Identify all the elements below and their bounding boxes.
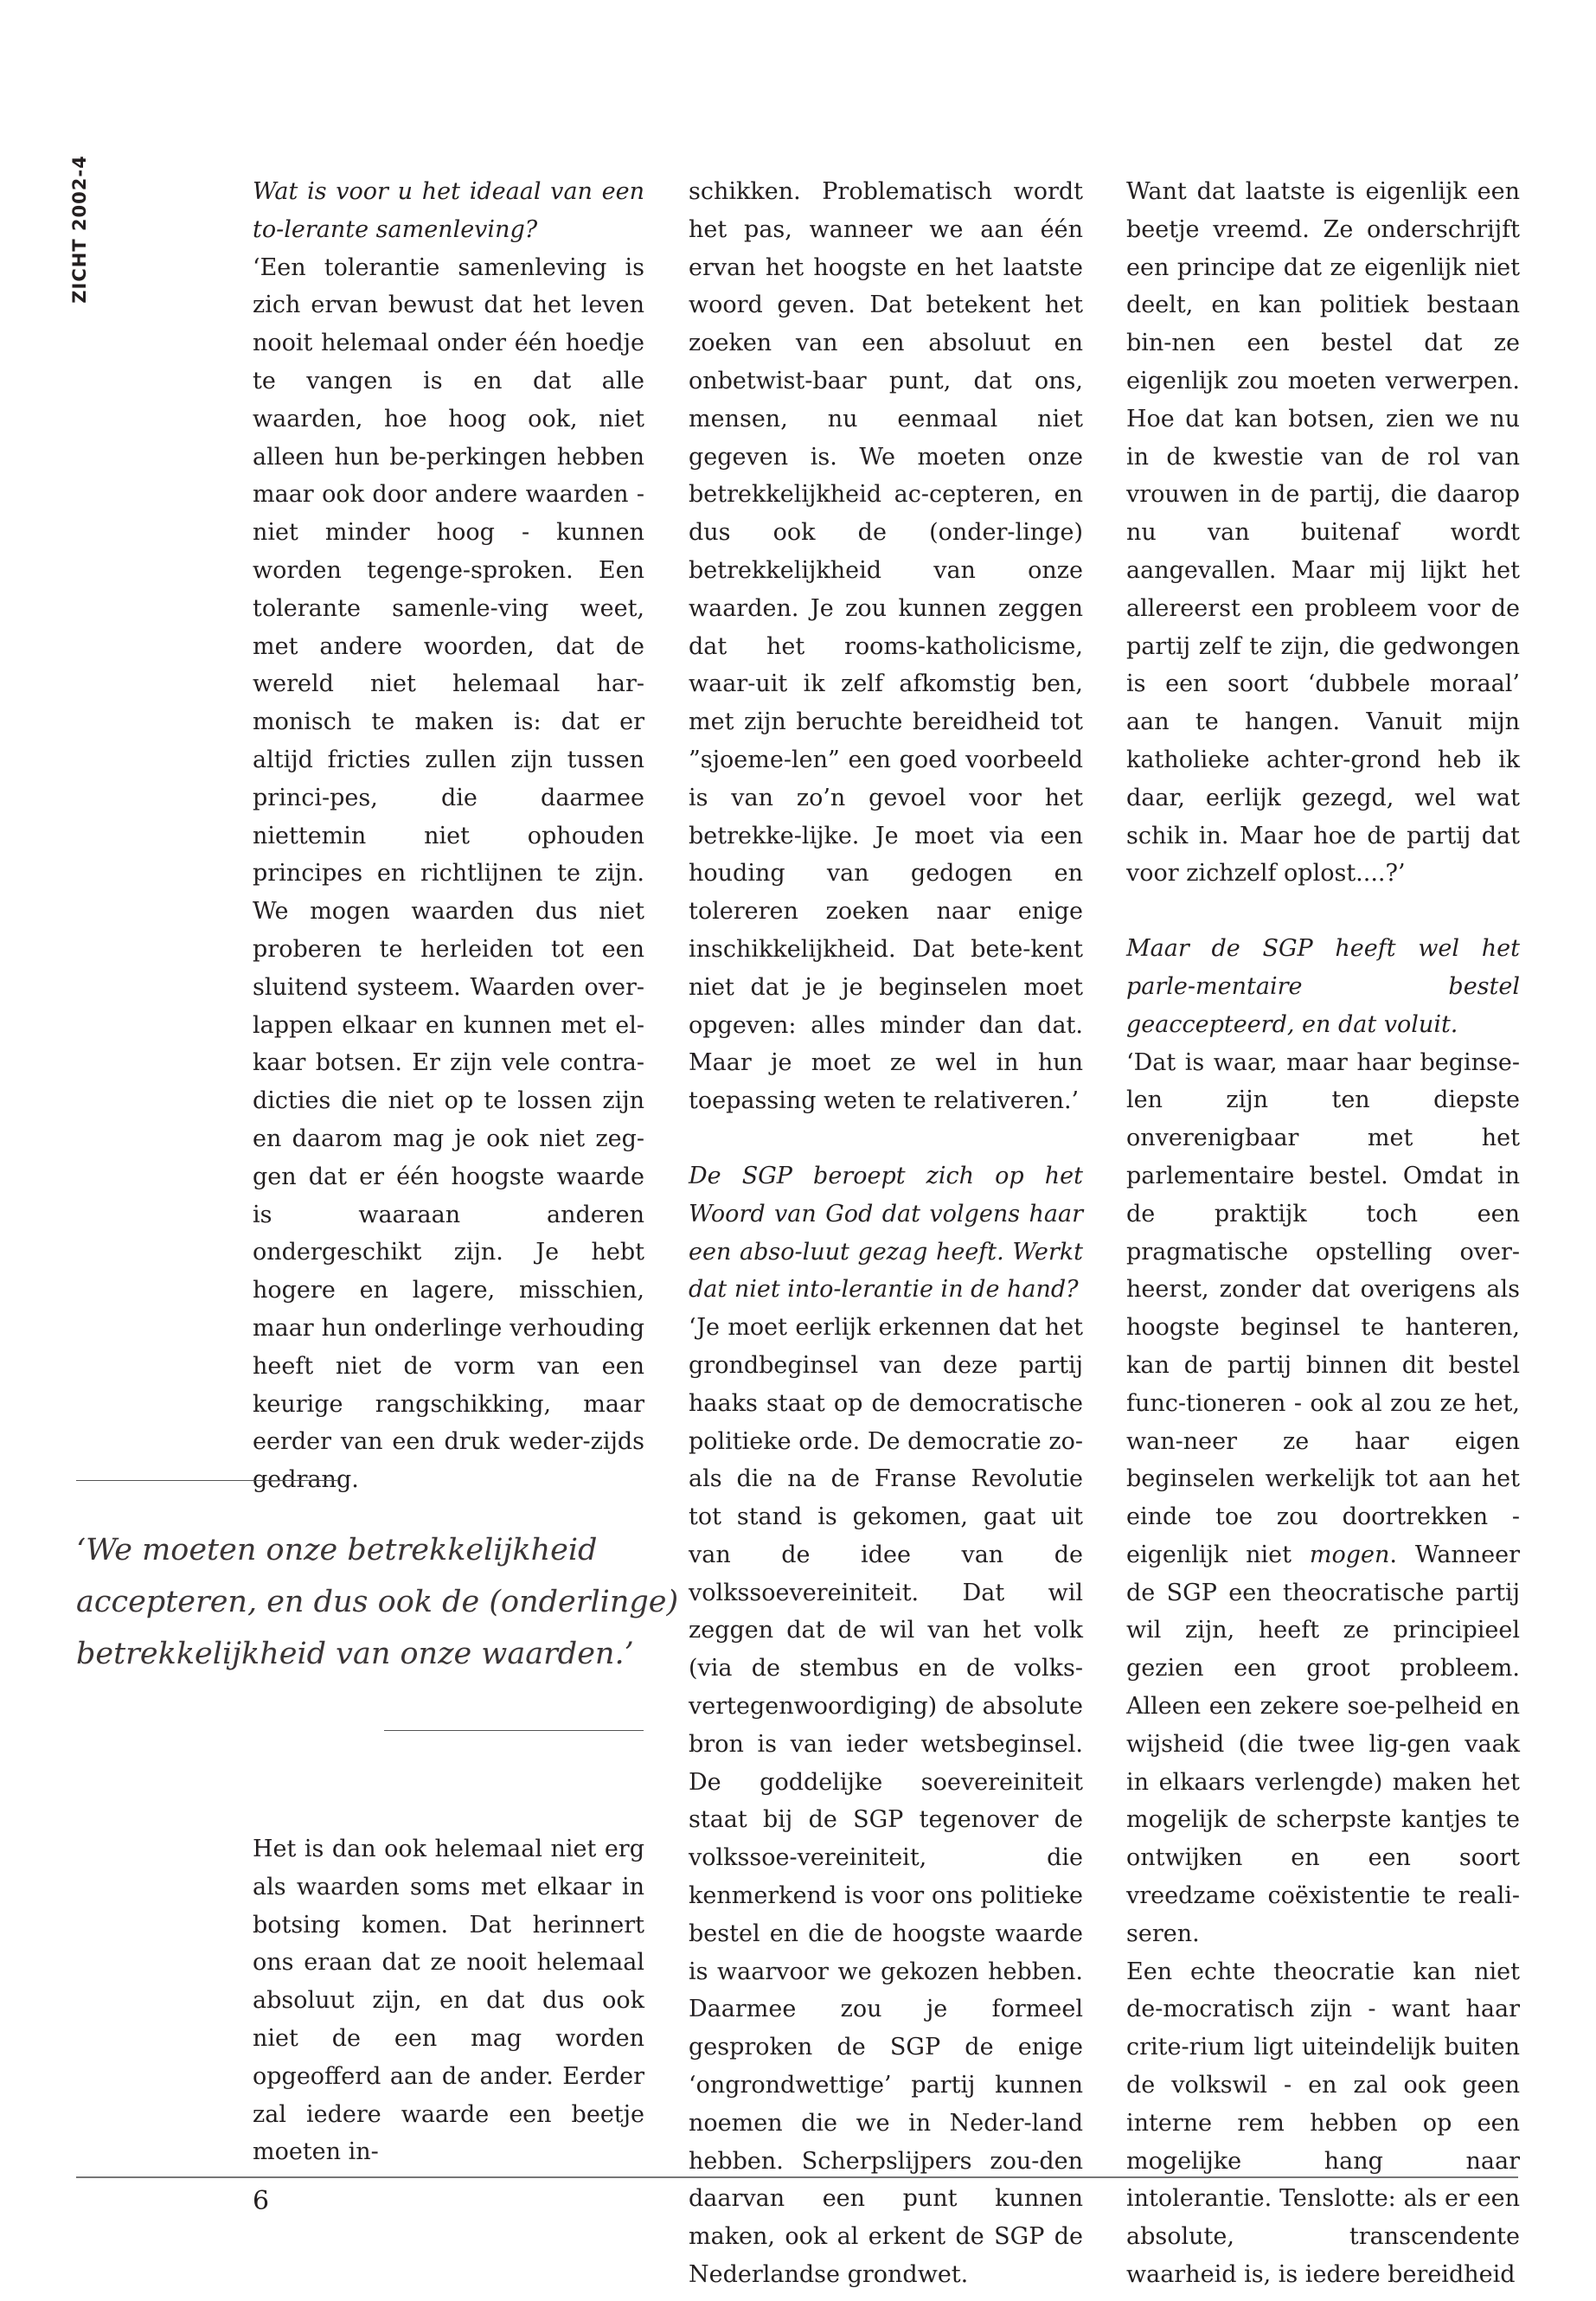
interview-answer-2: ‘Je moet eerlijk erkennen dat het grondbeginsel van deze partij haaks staat op de democratische politieke orde. De democratie zo-als die na de Franse Revolutie tot stand is gekomen, gaat uit van de idee van de volkssoevereiniteit. Dat wil zeggen dat de wil van het volk (via de stembus en de volks-vertegenwoordiging) de absolute bron is van ieder wetsbeginsel. De goddelijke soevereiniteit staat bij de SGP tegenover de volkssoe-vereiniteit, die kenmerkend is voor ons politieke bestel en die de hoogste waarde is waarvoor we gekozen hebben. Daarmee zou je formeel gesproken de SGP de enige ‘ongrondwettige’ partij kunnen noemen die we in Neder-land hebben. Scherpslijpers zou-den daarvan een punt kunnen maken, ook al erkent de SGP de Nederlandse grondwet. [689,1314,1083,2289]
interview-question-2: De SGP beroept zich op het Woord van God dat volgens haar een abso-luut gezag heeft. Werkt dat niet into-lerantie in de hand? [689,1162,1083,1304]
pull-quote [76,1524,679,1680]
pull-quote-rule-top [76,1480,337,1481]
paragraph: Een echte theocratie kan niet de-mocratisch zijn - want haar crite-rium ligt uiteindelijk buiten de volkswil - en zal ook geen interne rem hebben op een mogelijke hang naar intolerantie. Tenslotte: als er een absolute, transcendente waarheid is, is iedere bereidheid [1126,1958,1520,2289]
pull-quote-line: accepteren, en dus ook de (onderlinge) [76,1585,679,1619]
column-1-continuation [253,1830,644,2171]
footer-rule [76,2176,1518,2178]
emphasis-text: mogen [1309,1541,1390,1568]
paragraph: schikken. Problematisch wordt het pas, wanneer we aan één ervan het hoogste en het laatste woord geven. Dat betekent het zoeken van een absoluut en onbetwist-baar punt, dat ons, mensen, nu eenmaal niet gegeven is. We moeten onze betrekkelijkheid ac-cepteren, en dus ook de (onder-linge) betrekkelijkheid van onze waarden. Je zou kunnen zeggen dat het rooms-katholicisme, waar-uit ik zelf afkomstig ben, met zijn beruchte bereidheid tot ”sjoeme-len” een goed voorbeeld is van zo’n gevoel voor het betrekke-lijke. Je moet via een houding van gedogen en tolereren zoeken naar enige inschikkelijkheid. Dat bete-kent niet dat je je beginselen moet opgeven: alles minder dan dat. Maar je moet ze wel in hun toepassing weten te relativeren.’ [689,178,1083,1115]
column-3 [1126,173,1520,2294]
column-1 [253,173,644,1499]
pull-quote-line: betrekkelijkheid van onze waarden.’ [76,1637,634,1671]
column-2 [689,173,1083,2294]
paragraph: Het is dan ook helemaal niet erg als waarden soms met elkaar in botsing komen. Dat herinnert ons eraan dat ze nooit helemaal absoluut zijn, en dat dus ook niet de een mag worden opgeofferd aan de ander. Eerder zal iedere waarde een beetje moeten in- [253,1836,644,2166]
answer-text: . Wanneer de SGP een theocratische partij wil zijn, heeft ze principieel gezien een groot probleem. Alleen een zekere soe-pelheid en wijsheid (die twee lig-gen vaak in elkaars verlengde) maken het mogelijk de scherpste kantjes te ontwijken en een soort vreedzame coëxistentie te reali-seren. [1126,1541,1520,1947]
answer-text: ‘Dat is waar, maar haar beginse-len zijn ten diepste onverenigbaar met het parlementaire bestel. Omdat in de praktijk toch een pragmatische opstelling over-heerst, zonder dat overigens als hoogste beginsel te hanteren, kan de partij binnen dit bestel func-tioneren - ook al zou ze het, wan-neer ze haar eigen beginselen werkelijk tot aan het einde toe zou doortrekken - eigenlijk niet [1126,1048,1520,1568]
interview-answer-3 [1126,1044,1520,1953]
pull-quote-rule-bottom [384,1730,644,1731]
interview-question-3: Maar de SGP heeft wel het parle-mentaire bestel geaccepteerd, en dat voluit. [1126,935,1520,1038]
journal-label [62,156,97,303]
interview-answer-1: ‘Een tolerantie samenleving is zich ervan bewust dat het leven nooit helemaal onder één hoedje te vangen is en dat alle waarden, hoe hoog ook, niet alleen hun be-perkingen hebben maar ook door andere waarden - niet minder hoog - kunnen worden tegenge-sproken. Een tolerante samenle-ving weet, met andere woorden, dat de wereld niet helemaal har-monisch te maken is: dat er altijd fricties zullen zijn tussen princi-pes, die daarmee niettemin niet ophouden principes en richtlijnen te zijn. We mogen waarden dus niet proberen te herleiden tot een sluitend systeem. Waarden over-lappen elkaar en kunnen met el-kaar botsen. Er zijn vele contra-dicties die niet op te lossen zijn en daarom mag je ook niet zeg-gen dat er één hoogste waarde is waaraan anderen ondergeschikt zijn. Je hebt hogere en lagere, misschien, maar hun onderlinge verhouding heeft niet de vorm van een keurige rangschikking, maar eerder van een druk weder-zijds gedrang. [253,253,644,1494]
journal-label-text: ZICHT 2002-4 [69,155,90,304]
interview-question-1: Wat is voor u het ideaal van een to-lerante samenleving? [253,178,644,243]
page-number: 6 [253,2186,270,2216]
paragraph: Want dat laatste is eigenlijk een beetje vreemd. Ze onderschrijft een principe dat ze eigenlijk niet deelt, en kan politiek bestaan bin-nen een bestel dat ze eigenlijk zou moeten verwerpen. Hoe dat kan botsen, zien we nu in de kwestie van de rol van vrouwen in de partij, die daarop nu van buitenaf wordt aangevallen. Maar mij lijkt het allereerst een probleem voor de partij zelf te zijn, die gedwongen is een soort ‘dubbele moraal’ aan te hangen. Vanuit mijn katholieke achter-grond heb ik daar, eerlijk gezegd, wel wat schik in. Maar hoe de partij dat voor zichzelf oplost....?’ [1126,178,1520,888]
pull-quote-line: ‘We moeten onze betrekkelijkheid [76,1533,598,1567]
